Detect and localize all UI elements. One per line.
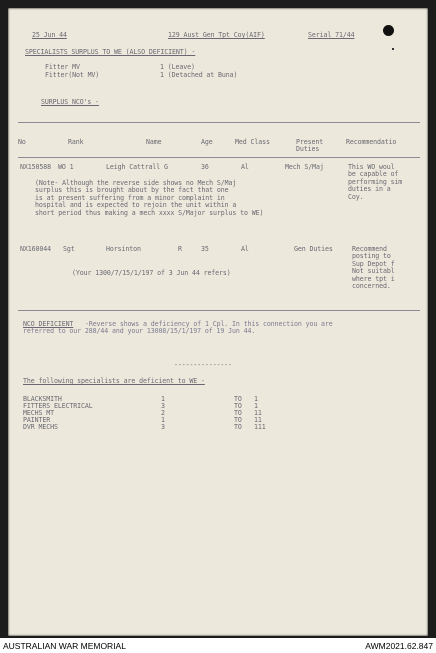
row-2-age: 35 [201, 245, 209, 253]
table-bottom-rule [18, 310, 420, 311]
table-top-rule [18, 122, 420, 123]
specialist-count: 1 (Leave) [160, 63, 195, 71]
column-header-rank: Rank [68, 138, 84, 146]
document-page [8, 8, 428, 636]
column-header-no: No [18, 138, 26, 146]
deficient-to: TO [234, 402, 242, 410]
deficient-trade: FITTERS ELECTRICAL [23, 402, 93, 410]
table-header-rule [18, 157, 420, 158]
nco-deficient-heading: NCO DEFICIENT [23, 320, 74, 328]
ink-speck [392, 48, 394, 50]
footer-institution: AUSTRALIAN WAR MEMORIAL [3, 641, 126, 651]
row-2-duties: Gen Duties [294, 245, 333, 253]
header-date: 25 Jun 44 [32, 31, 67, 39]
row-2-no: NX160044 [20, 245, 51, 253]
column-header-recommendation: Recommendatio [346, 138, 397, 146]
deficient-count: 3 [161, 402, 165, 410]
surplus-heading: SURPLUS NCO's - [41, 98, 100, 106]
row-1-duties: Mech S/Maj [285, 163, 324, 171]
footer-accession-number: AWM2021.62.847 [365, 641, 433, 651]
row-2-rank: Sgt [63, 245, 75, 253]
row-1-rank: WO 1 [58, 163, 74, 171]
nco-deficient-text: -Reverse shows a deficiency of 1 Cpl. In this connection you are referred to our 288/44 and your 13008/15/1/197 of 19 Jun 44. [23, 320, 333, 336]
row-2-recommendation: Recommend posting to Sup Depot f Not suitabl where tpt i concerned. [352, 245, 395, 291]
deficient-grade: 1 [254, 402, 258, 410]
row-1-age: 36 [201, 163, 209, 171]
row-1-med-class: Al [241, 163, 249, 171]
deficient-grade: 111 [254, 423, 266, 431]
deficient-trade: DVR MECHS [23, 423, 58, 431]
table-note: (Note- Although the reverse side shows no Mech S/Maj surplus this is brought about by the fact that one is at present suffering from a minor complaint in hospital and is expected to rejoin the unit within a short period thus making a mech xxxx S/Major surplus to WE) [35, 179, 264, 217]
specialist-count: 1 (Detached at Buna) [160, 71, 238, 79]
deficient-heading: The following specialists are deficient to WE - [23, 377, 205, 385]
specialist-trade: Fitter MV [45, 63, 80, 71]
header-serial: Serial 71/44 [308, 31, 355, 39]
specialists-heading: SPECIALISTS SURPLUS TO WE (ALSO DEFICIENT) - [25, 48, 196, 56]
deficient-to: TO [234, 409, 242, 417]
separator-line: --------------- [174, 361, 233, 369]
archive-footer [0, 638, 436, 653]
column-header-med-class: Med Class [235, 138, 270, 146]
deficient-to: TO [234, 423, 242, 431]
row-2-name: Horsinton [106, 245, 141, 253]
punch-hole [383, 25, 394, 36]
deficient-to: TO [234, 416, 242, 424]
row-2-age-mark: R [178, 245, 182, 253]
reference-line: (Your 1300/7/15/1/197 of 3 Jun 44 refers) [72, 269, 231, 277]
deficient-grade: 11 [254, 409, 262, 417]
deficient-trade: MECHS MT [23, 409, 54, 417]
specialist-trade: Fitter(Not MV) [45, 71, 100, 79]
header-unit: 129 Aust Gen Tpt Coy(AIF) [168, 31, 265, 39]
deficient-grade: 11 [254, 416, 262, 424]
deficient-to: TO [234, 395, 242, 403]
deficient-count: 3 [161, 423, 165, 431]
column-header-present-duties: Present Duties [296, 138, 324, 154]
row-2-med-class: Al [241, 245, 249, 253]
deficient-count: 2 [161, 409, 165, 417]
deficient-trade: PAINTER [23, 416, 51, 424]
row-1-name: Leigh Cattrall G [106, 163, 168, 171]
row-1-no: NX150588 [20, 163, 51, 171]
deficient-grade: 1 [254, 395, 258, 403]
deficient-count: 1 [161, 416, 165, 424]
row-1-recommendation: This WO woul be capable of performing sim duties in a Coy. [348, 163, 403, 201]
column-header-name: Name [146, 138, 162, 146]
deficient-count: 1 [161, 395, 165, 403]
deficient-trade: BLACKSMITH [23, 395, 62, 403]
column-header-age: Age [201, 138, 213, 146]
